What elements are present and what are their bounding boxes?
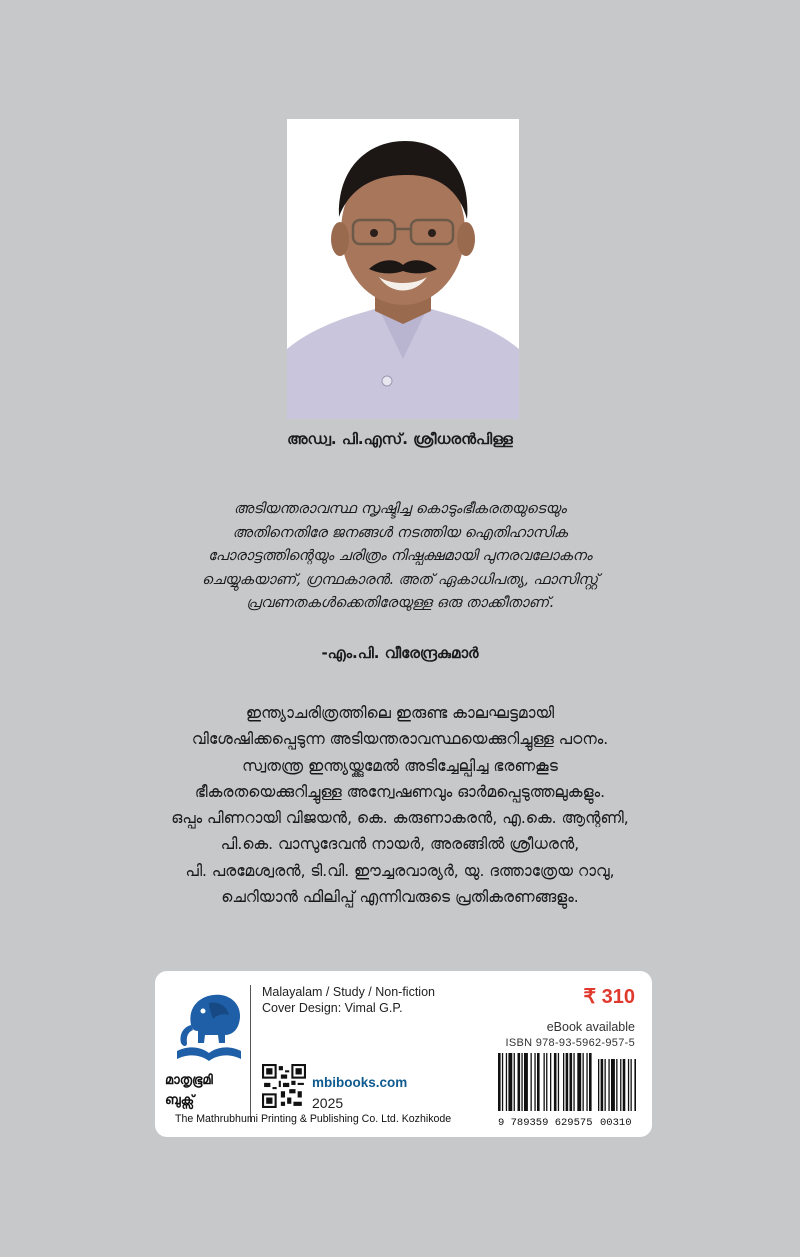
ebook-availability: eBook available bbox=[546, 1020, 635, 1034]
blurb-line: ചെറിയാൻ ഫിലിപ്പ് എന്നിവരുടെ പ്രതികരണങ്ങളും. bbox=[221, 888, 579, 907]
blurb-line: ഒപ്പം പിണറായി വിജയൻ, കെ. കരുണാകരൻ, എ.കെ. ആന്റണി, bbox=[171, 809, 629, 828]
quote-line: അതിനെതിരേ ജനങ്ങൾ നടത്തിയ ഐതിഹാസിക bbox=[232, 524, 568, 541]
book-price: ₹ 310 bbox=[583, 986, 635, 1008]
author-photo bbox=[287, 119, 519, 419]
author-portrait-illustration bbox=[287, 119, 519, 419]
book-details bbox=[262, 984, 435, 1016]
publisher-website: mbibooks.com bbox=[312, 1075, 408, 1090]
quote-line: അടിയന്തരാവസ്ഥ സൃഷ്ടിച്ച കൊടുംഭീകരതയുടെയും bbox=[233, 501, 567, 517]
blurb-line: ഭീകരതയെക്കുറിച്ചുള്ള അന്വേഷണവും ഓർമപ്പെടുത്തലുകളും. bbox=[194, 782, 606, 801]
book-blurb bbox=[120, 700, 680, 910]
publisher-company: The Mathrubhumi Printing & Publishing Co. Ltd. Kozhikode bbox=[175, 1113, 452, 1125]
quote-line: ചെയ്യുകയാണ്, ഗ്രന്ഥകാരൻ. അത് ഏകാധിപത്യ, ഫാസിസ്റ്റ് bbox=[201, 571, 599, 588]
book-category: Malayalam / Study / Non-fiction bbox=[262, 985, 435, 999]
isbn-barcode bbox=[498, 1053, 636, 1111]
divider bbox=[250, 985, 251, 1122]
blurb-line: സ്വതന്ത്ര ഇന്ത്യയ്ക്കുമേൽ അടിച്ചേല്പിച്ച ഭരണകൂട bbox=[242, 756, 558, 775]
blurb-line: പി.കെ. വാസുദേവൻ നായർ, അരങ്ങിൽ ശ്രീധരൻ, bbox=[220, 835, 580, 854]
elephant-book-logo-icon bbox=[173, 985, 245, 1069]
endorsement-quote bbox=[140, 498, 660, 616]
blurb-line: ഇന്ത്യാചരിത്രത്തിലെ ഇരുണ്ട കാലഘട്ടമായി bbox=[245, 704, 555, 722]
publisher-panel bbox=[155, 971, 652, 1137]
barcode-addon-number: 00310 bbox=[600, 1117, 632, 1129]
logo-line: മാതൃഭൂമി bbox=[165, 1073, 213, 1088]
logo-line: ബുക്സ് bbox=[165, 1093, 195, 1108]
publication-year: 2025 bbox=[312, 1095, 344, 1111]
isbn: ISBN 978-93-5962-957-5 bbox=[505, 1037, 635, 1049]
blurb-line: വിശേഷിക്കപ്പെടുന്ന അടിയന്തരാവസ്ഥയെക്കുറിച്ചുള്ള പഠനം. bbox=[191, 730, 609, 749]
author-caption: അഡ്വ. പി.എസ്. ശ്രീധരൻപിള്ള bbox=[287, 430, 513, 448]
qr-code-icon bbox=[262, 1064, 306, 1108]
cover-design-credit: Cover Design: Vimal G.P. bbox=[262, 1001, 403, 1015]
quote-attribution: -എം.പി. വീരേന്ദ്രകുമാർ bbox=[321, 644, 479, 662]
blurb-line: പി. പരമേശ്വരൻ, ടി.വി. ഈച്ചരവാര്യർ, യു. ദത്താത്രേയ റാവു, bbox=[185, 861, 615, 880]
quote-line: പോരാട്ടത്തിന്റെയും ചരിത്രം നിഷ്പക്ഷമായി പുനരവലോകനം bbox=[207, 548, 593, 564]
barcode-number: 9 789359 629575 bbox=[498, 1117, 593, 1129]
quote-line: പ്രവണതകൾക്കെതിരേയുള്ള ഒരു താക്കീതാണ്. bbox=[246, 595, 554, 611]
